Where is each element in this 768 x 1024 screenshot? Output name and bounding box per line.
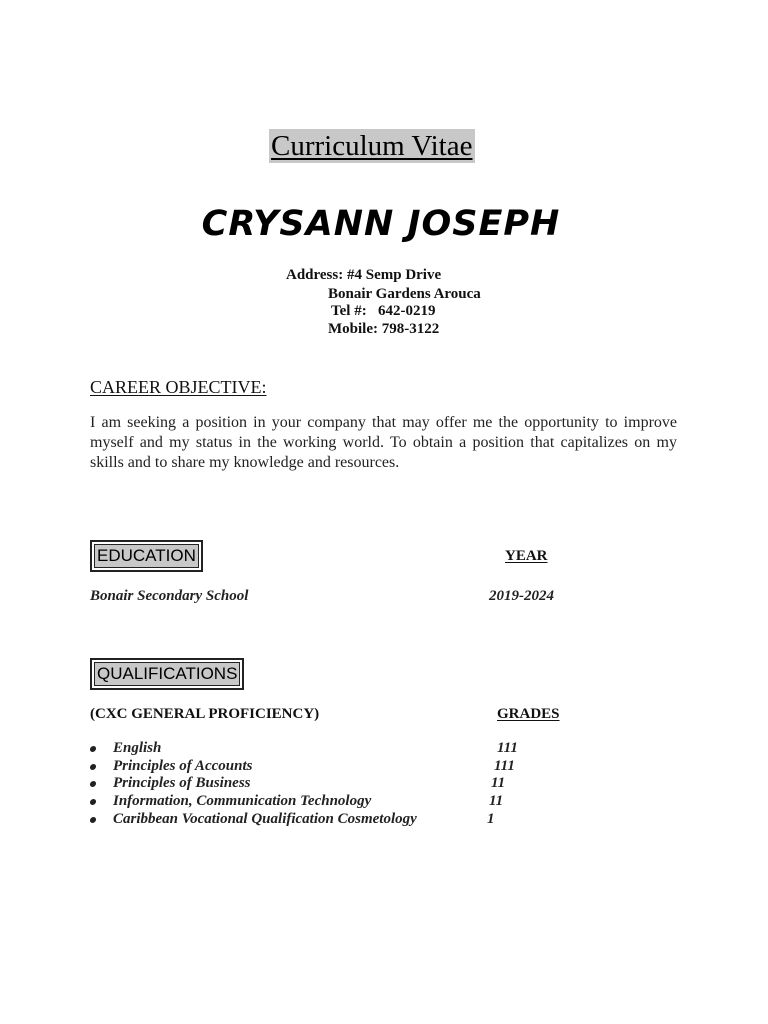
grade: 11: [491, 775, 506, 792]
cxc-subheading: (CXC GENERAL PROFICIENCY): [90, 706, 320, 722]
grades-column-heading: GRADES: [497, 706, 560, 722]
candidate-name: CRYSANN JOSEPH: [201, 204, 561, 244]
list-item: [90, 740, 570, 758]
grade: 1: [487, 810, 495, 827]
career-objective-heading-text: CAREER OBJECTIVE: [90, 377, 262, 397]
document-title: Curriculum Vitae: [271, 130, 473, 162]
bullet-icon: [89, 781, 96, 787]
telephone: Tel #: 642-0219: [331, 303, 436, 319]
school-years: 2019-2024: [489, 588, 554, 604]
career-objective-text: I am seeking a position in your company that may offer me the opportunity to improve myself and my status in the working world. To obtain a position that capitalizes on my skills and to share my knowledge and resources.: [90, 414, 677, 471]
mobile: Mobile: 798-3122: [328, 321, 440, 337]
school-name: Bonair Secondary School: [90, 588, 249, 604]
qualifications-heading: QUALIFICATIONS: [94, 662, 240, 686]
career-objective-heading: [90, 377, 267, 398]
bullet-icon: [89, 799, 96, 805]
subject: Information, Communication Technology: [113, 793, 372, 810]
year-column-heading: YEAR: [505, 548, 548, 564]
qualifications-list: [90, 740, 570, 828]
grade: 111: [497, 740, 518, 756]
career-objective-heading-colon: :: [261, 377, 267, 397]
list-item: [90, 793, 570, 811]
grade: 11: [489, 793, 504, 810]
bullet-icon: [89, 764, 96, 770]
grade: 111: [494, 757, 515, 774]
subject: Principles of Business: [113, 775, 251, 792]
list-item: [90, 758, 570, 776]
education-heading: EDUCATION: [94, 544, 199, 568]
bullet-icon: [89, 746, 96, 752]
qualifications-heading-box: [90, 658, 244, 690]
subject: English: [113, 740, 162, 756]
subject: Caribbean Vocational Qualification Cosmetology: [113, 810, 417, 827]
list-item: [90, 775, 570, 793]
education-heading-box: [90, 540, 203, 572]
address-line-1: Address: #4 Semp Drive: [286, 267, 442, 283]
address-line-2: Bonair Gardens Arouca: [328, 286, 481, 302]
subject: Principles of Accounts: [113, 757, 253, 774]
bullet-icon: [89, 817, 96, 823]
list-item: [90, 811, 570, 829]
